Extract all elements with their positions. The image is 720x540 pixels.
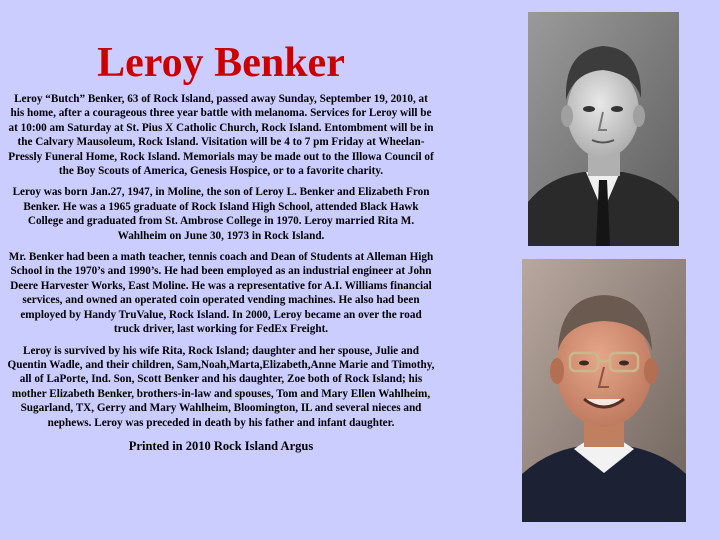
portrait-photo-young	[528, 12, 679, 246]
obituary-paragraph-announcement: Leroy “Butch” Benker, 63 of Rock Island, passed away Sunday, September 19, 2010, at his home, after a courageous three year battle with melanoma. Services for Leroy will be at 10:00 am Saturday at St. Pius X Catholic Church, Rock Island. Entombment will be in the Calvary Mausoleum, Rock Island. Visitation will be 4 to 7 pm Friday at Wheelan-Pressly Funeral Home, Rock Island. Memorials may be made out to the Illowa Council of the Boy Scouts of America, Genesis Hospice, or to a favorite charity.	[8, 93, 434, 178]
obituary-text	[6, 40, 436, 454]
obituary-paragraph-survivors: Leroy is survived by his wife Rita, Rock Island; daughter and her spouse, Julie and Quentin Wadle, and their children, Sam,Noah,Marta,Elizabeth,Anne Marie and Timothy, all of LaPorte, Ind. Son, Scott Benker and his daughter, Zoe both of Rock Island; his mother Elizabeth Benker, brothers-in-law and spouses, Tom and Mary Ellen Wahlheim, Sugarland, TX, Gerry and Mary Wahlheim, Bloomington, IL and several nieces and nephews. Leroy was preceded in death by his father and infant daughter.	[7, 344, 435, 429]
page-title: Leroy Benker	[97, 40, 345, 86]
portrait-photo-older	[522, 259, 686, 522]
obituary-paragraph-early-life: Leroy was born Jan.27, 1947, in Moline, the son of Leroy L. Benker and Elizabeth Fron Benker. He was a 1965 graduate of Rock Island High School, attended Black Hawk College and graduated from St. Ambrose College in 1970. Leroy married Rita M. Wahlheim on June 30, 1973 in Rock Island.	[12, 186, 430, 242]
obituary-paragraph-career: Mr. Benker had been a math teacher, tennis coach and Dean of Students at Alleman High School in the 1970’s and 1990’s. He had been employed as an industrial engineer at John Deere Harvester Works, East Moline. He was a representative for A.I. Williams financial services, and owned an operated coin operated vending machines. He also had been employed by Handy TruValue, Rock Island. In 2000, Leroy became an over the road truck driver, last working for FedEx Freight.	[8, 251, 434, 336]
publication-credit: Printed in 2010 Rock Island Argus	[128, 438, 314, 453]
